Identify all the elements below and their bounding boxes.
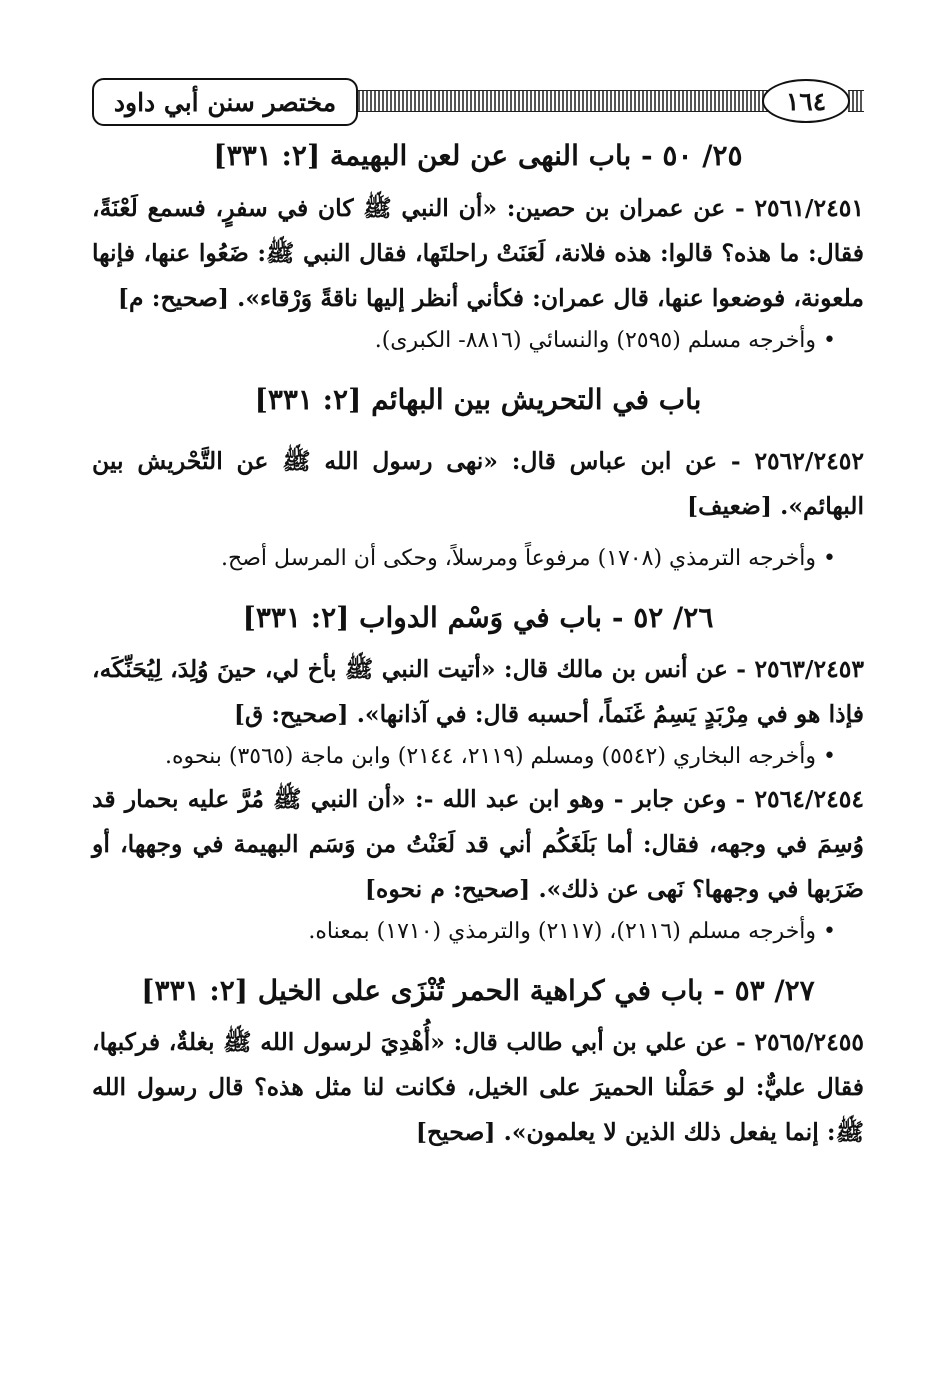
section-heading: ٢٦/ ٥٢ - باب في وَسْم الدواب [٢: ٣٣١] bbox=[242, 601, 714, 634]
page-body bbox=[92, 126, 864, 1155]
hadith-text: ٢٥٦٢/٢٤٥٢ - عن ابن عباس قال: «نهى رسول الله ﷺ عن التَّحْريش بين البهائم». [ضعيف] bbox=[92, 447, 864, 520]
takhrij-note: • وأخرجه البخاري (٥٥٤٢) ومسلم (٢١١٩، ٢١٤٤) وابن ماجة (٣٥٦٥) بنحوه. bbox=[165, 744, 836, 769]
running-header bbox=[92, 78, 864, 126]
header-ornament-bar bbox=[342, 90, 772, 112]
hadith-text: ٢٥٦٤/٢٤٥٤ - وعن جابر - وهو ابن عبد الله -: «أن النبي ﷺ مُرَّ عليه بحمار قد وُسِمَ في وجهه، فقال: أما بَلَغَكُم أني قد لَعَنْتُ من وَسَم البهيمة في وجهها، أو ضَرَبها في وجهها؟ نَهى عن ذلك». [صحيح: م نحوه] bbox=[92, 785, 864, 903]
section-heading: ٢٥/ ٥٠ - باب النهى عن لعن البهيمة [٢: ٣٣١] bbox=[213, 139, 743, 172]
page-number: ١٦٤ bbox=[762, 79, 850, 123]
takhrij-note: • وأخرجه مسلم (٢١١٦)، (٢١١٧) والترمذي (١٧١٠) بمعناه. bbox=[308, 919, 836, 944]
takhrij-note: • وأخرجه الترمذي (١٧٠٨) مرفوعاً ومرسلاً، وحكى أن المرسل أصح. bbox=[221, 546, 836, 571]
hadith-text: ٢٥٦٣/٢٤٥٣ - عن أنس بن مالك قال: «أتيت النبي ﷺ بأخ لي، حينَ وُلِدَ، لِيُحَنِّكَه، فإذا هو في مِرْبَدٍ يَسِمُ غَنَماً، أحسبه قال: في آذانها». [صحيح: ق] bbox=[92, 655, 864, 728]
header-ornament-end bbox=[848, 90, 864, 112]
section-heading: ٢٧/ ٥٣ - باب في كراهية الحمر تُنْزَى على الخيل [٢: ٣٣١] bbox=[141, 974, 815, 1007]
takhrij-note: • وأخرجه مسلم (٢٥٩٥) والنسائي (٨٨١٦- الكبرى). bbox=[374, 328, 836, 353]
hadith-text: ٢٥٦١/٢٤٥١ - عن عمران بن حصين: «أن النبي ﷺ كان في سفرٍ، فسمع لَعْنَةً، فقال: ما هذه؟ قالوا: هذه فلانة، لَعَنَتْ راحلتَها، فقال النبي ﷺ: ضَعُوا عنها، فإنها ملعونة، فوضعوا عنها، قال عمران: فكأني أنظر إليها ناقةً وَرْقاء». [صحيح: م] bbox=[92, 194, 864, 312]
hadith-text: ٢٥٦٥/٢٤٥٥ - عن علي بن أبي طالب قال: «أُهْدِيَ لرسول الله ﷺ بغلةٌ، فركبها، فقال عليٌّ: لو حَمَلْنا الحميرَ على الخيل، فكانت لنا مثل هذه؟ قال رسول الله ﷺ: إنما يفعل ذلك الذين لا يعلمون». [صحيح] bbox=[92, 1028, 864, 1146]
section-heading: باب في التحريش بين البهائم [٢: ٣٣١] bbox=[254, 383, 702, 416]
book-title: مختصر سنن أبي داود bbox=[92, 78, 358, 126]
